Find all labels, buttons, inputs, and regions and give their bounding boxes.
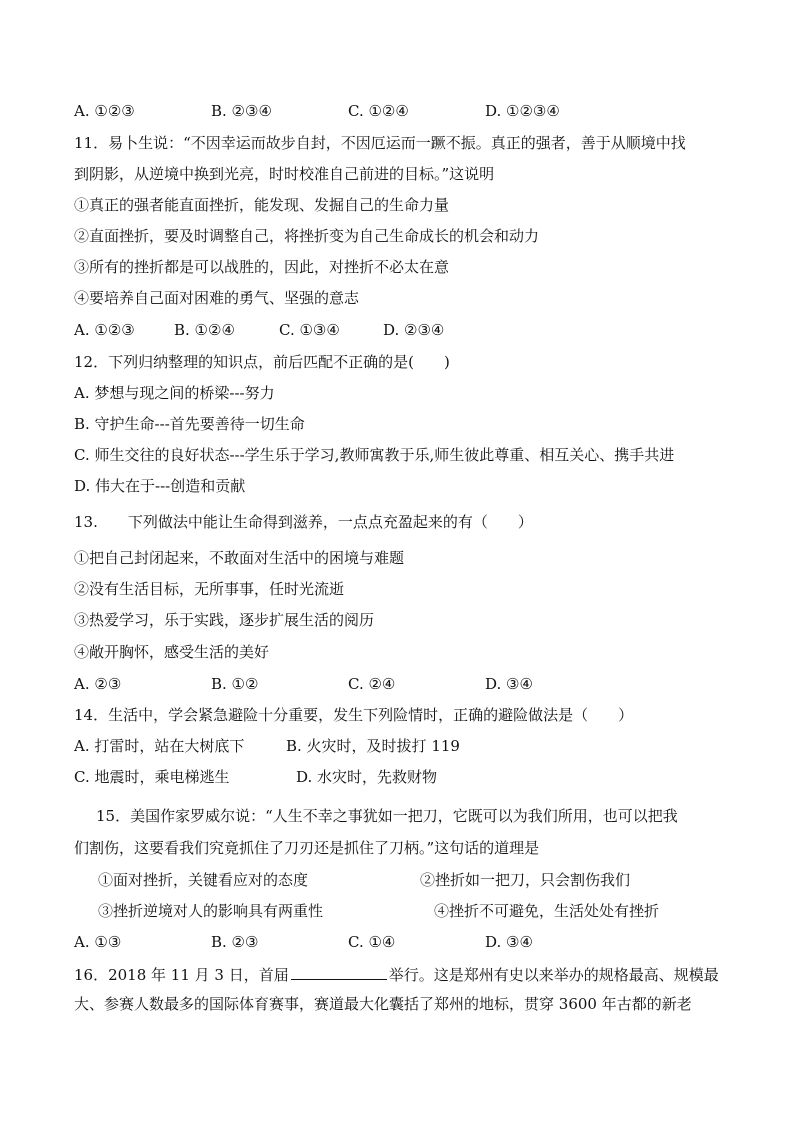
option-a: A. 打雷时，站在大树底下 bbox=[74, 737, 245, 755]
option-b: B. ②③④ bbox=[211, 102, 272, 120]
q14-stem: 14．生活中，学会紧急避险十分重要，发生下列险情时，正确的避险做法是（ ） bbox=[74, 706, 634, 724]
q13-stem: 13. 下列做法中能让生命得到滋养，一点点充盈起来的有（ ） bbox=[74, 513, 533, 531]
q15-statements-row-2 bbox=[98, 901, 748, 921]
option-b: B. ①②④ bbox=[174, 321, 235, 339]
statement-3: ③挫折逆境对人的影响具有两重性 bbox=[98, 902, 324, 920]
option-d: D. 水灾时，先救财物 bbox=[296, 768, 438, 786]
option-c: C. ①②④ bbox=[348, 102, 409, 120]
option-a: A. ①②③ bbox=[74, 321, 135, 339]
q13-statement-2: ②没有生活目标，无所事事，任时光流逝 bbox=[74, 580, 345, 598]
option-d: D. ③④ bbox=[485, 675, 533, 693]
q13-statement-1: ①把自己封闭起来，不敢面对生活中的困境与难题 bbox=[74, 549, 405, 567]
q15-statements-row-1 bbox=[98, 870, 748, 890]
q11-statement-1: ①真正的强者能直面挫折，能发现、发掘自己的生命力量 bbox=[74, 196, 450, 214]
q12-option-c: C. 师生交往的良好状态---学生乐于学习,教师寓教于乐,师生彼此尊重、相互关心、携手共进 bbox=[74, 446, 675, 464]
q13-statement-4: ④敞开胸怀，感受生活的美好 bbox=[74, 643, 270, 661]
q15-options bbox=[74, 932, 724, 952]
q15-stem-line-1: 15．美国作家罗威尔说：“人生不幸之事犹如一把刀，它既可以为我们所用，也可以把我 bbox=[96, 807, 678, 825]
statement-2: ②挫折如一把刀，只会割伤我们 bbox=[420, 871, 631, 889]
statement-1: ①面对挫折，关键看应对的态度 bbox=[98, 871, 309, 889]
option-d: D. ①②③④ bbox=[485, 102, 560, 120]
q14-options-row-1 bbox=[74, 736, 724, 756]
q11-statement-4: ④要培养自己面对困难的勇气、坚强的意志 bbox=[74, 289, 360, 307]
option-a: A. ①③ bbox=[74, 933, 122, 951]
option-c: C. 地震时，乘电梯逃生 bbox=[74, 768, 230, 786]
q11-stem-line-2: 到阴影，从逆境中换到光亮，时时校准自己前进的目标。”这说明 bbox=[74, 165, 495, 183]
q13-options bbox=[74, 674, 724, 694]
q16-stem-line-2: 大、参赛人数最多的国际体育赛事，赛道最大化囊括了郑州的地标，贯穿 3600 年古都的新老 bbox=[74, 995, 692, 1013]
q13-statement-3: ③热爱学习，乐于实践，逐步扩展生活的阅历 bbox=[74, 611, 375, 629]
q11-options bbox=[74, 320, 724, 340]
option-a: A. ②③ bbox=[74, 675, 122, 693]
option-d: D. ③④ bbox=[485, 933, 533, 951]
q16-stem-line-1 bbox=[74, 963, 719, 985]
option-a: A. ①②③ bbox=[74, 102, 135, 120]
q12-option-a: A. 梦想与现之间的桥梁---努力 bbox=[74, 384, 275, 402]
option-b: B. ①② bbox=[211, 675, 259, 693]
option-d: D. ②③④ bbox=[383, 321, 445, 339]
q11-stem-line-1: 11．易卜生说：“不因幸运而故步自封，不因厄运而一蹶不振。真正的强者，善于从顺境中找 bbox=[74, 134, 686, 152]
option-b: B. ②③ bbox=[211, 933, 259, 951]
q14-options-row-2 bbox=[74, 767, 724, 787]
q16-text-before-blank: 16．2018 年 11 月 3 日，首届 bbox=[74, 966, 289, 984]
q11-statement-2: ②直面挫折，要及时调整自己，将挫折变为自己生命成长的机会和动力 bbox=[74, 227, 540, 245]
q12-stem: 12．下列归纳整理的知识点，前后匹配不正确的是( ) bbox=[74, 353, 450, 371]
option-b: B. 火灾时，及时拔打 119 bbox=[286, 737, 460, 755]
q10-options bbox=[74, 101, 724, 121]
statement-4: ④挫折不可避免，生活处处有挫折 bbox=[434, 902, 660, 920]
q16-text-after-blank: 举行。这是郑州有史以来举办的规格最高、规模最 bbox=[388, 966, 719, 984]
q15-stem-line-2: 们割伤，这要看我们究竟抓住了刀刃还是抓住了刀柄。”这句话的道理是 bbox=[74, 839, 540, 857]
option-c: C. ②④ bbox=[348, 675, 396, 693]
q12-option-d: D. 伟大在于---创造和贡献 bbox=[74, 477, 246, 495]
answer-blank bbox=[291, 963, 387, 980]
option-c: C. ①③④ bbox=[279, 321, 340, 339]
q11-statement-3: ③所有的挫折都是可以战胜的，因此，对挫折不必太在意 bbox=[74, 258, 450, 276]
option-c: C. ①④ bbox=[348, 933, 396, 951]
q12-option-b: B. 守护生命---首先要善待一切生命 bbox=[74, 415, 305, 433]
